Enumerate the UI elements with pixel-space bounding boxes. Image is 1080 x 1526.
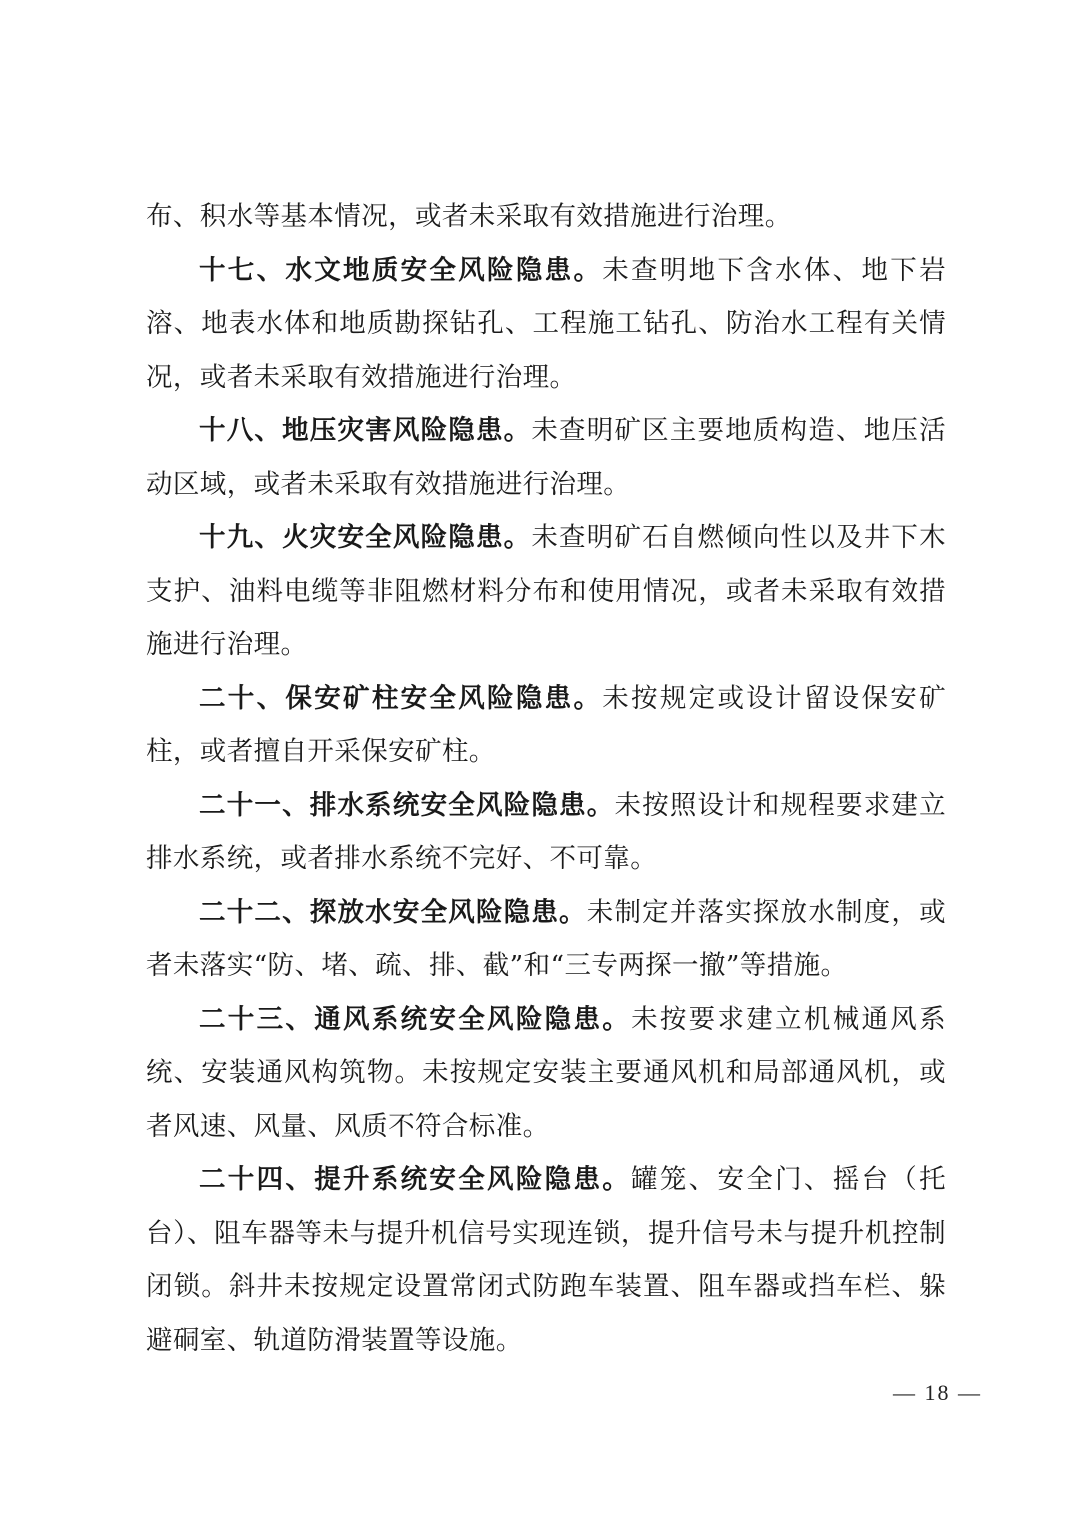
paragraph-text: 未制定并落实探放水制度，或者未落实“防、堵、疏、排、截”和“三专两探一撤”等措施。 bbox=[146, 896, 946, 981]
paragraph-item-18 bbox=[146, 404, 946, 511]
paragraph-item-17 bbox=[146, 244, 946, 405]
paragraph-heading: 十八、地压灾害风险隐患。 bbox=[199, 415, 532, 446]
paragraph-text: 未按照设计和规程要求建立排水系统，或者排水系统不完好、不可靠。 bbox=[146, 789, 946, 874]
paragraph-item-23 bbox=[146, 993, 946, 1154]
paragraph-item-19 bbox=[146, 511, 946, 672]
paragraph-text: 未查明矿区主要地质构造、地压活动区域，或者未采取有效措施进行治理。 bbox=[146, 415, 946, 500]
paragraph-text: 布、积水等基本情况，或者未采取有效措施进行治理。 bbox=[146, 201, 792, 232]
paragraph-text: 未按要求建立机械通风系统、安装通风构筑物。未按规定安装主要通风机和局部通风机，或者风速、风量、风质不符合标准。 bbox=[146, 1003, 946, 1142]
paragraph-item-21 bbox=[146, 779, 946, 886]
document-body bbox=[146, 190, 946, 1367]
paragraph-text: 未查明矿石自燃倾向性以及井下木支护、油料电缆等非阻燃材料分布和使用情况，或者未采取有效措施进行治理。 bbox=[146, 522, 946, 660]
paragraph-heading: 二十四、提升系统安全风险隐患。 bbox=[199, 1164, 632, 1195]
paragraph-text: 未查明地下含水体、地下岩溶、地表水体和地质勘探钻孔、工程施工钻孔、防治水工程有关情况，或者未采取有效措施进行治理。 bbox=[146, 254, 946, 393]
paragraph-item-22 bbox=[146, 886, 946, 993]
paragraph-item-20 bbox=[146, 672, 946, 779]
paragraph-heading: 十七、水文地质安全风险隐患。 bbox=[199, 254, 603, 286]
paragraph-item-24 bbox=[146, 1153, 946, 1367]
paragraph-text: 罐笼、安全门、摇台（托台）、阻车器等未与提升机信号实现连锁，提升信号未与提升机控制闭锁。斜井未按规定设置常闭式防跑车装置、阻车器或挡车栏、躲避硐室、轨道防滑装置等设施。 bbox=[146, 1164, 946, 1356]
paragraph-heading: 二十、保安矿柱安全风险隐患。 bbox=[199, 682, 603, 714]
paragraph-heading: 二十三、通风系统安全风险隐患。 bbox=[199, 1003, 632, 1035]
paragraph-heading: 二十二、探放水安全风险隐患。 bbox=[199, 896, 587, 928]
paragraph-heading: 二十一、排水系统安全风险隐患。 bbox=[199, 789, 615, 821]
page-number: — 18 — bbox=[893, 1380, 982, 1405]
paragraph-continuation bbox=[146, 190, 946, 244]
paragraph-text: 未按规定或设计留设保安矿柱，或者擅自开采保安矿柱。 bbox=[146, 682, 946, 767]
paragraph-heading: 十九、火灾安全风险隐患。 bbox=[199, 522, 532, 553]
